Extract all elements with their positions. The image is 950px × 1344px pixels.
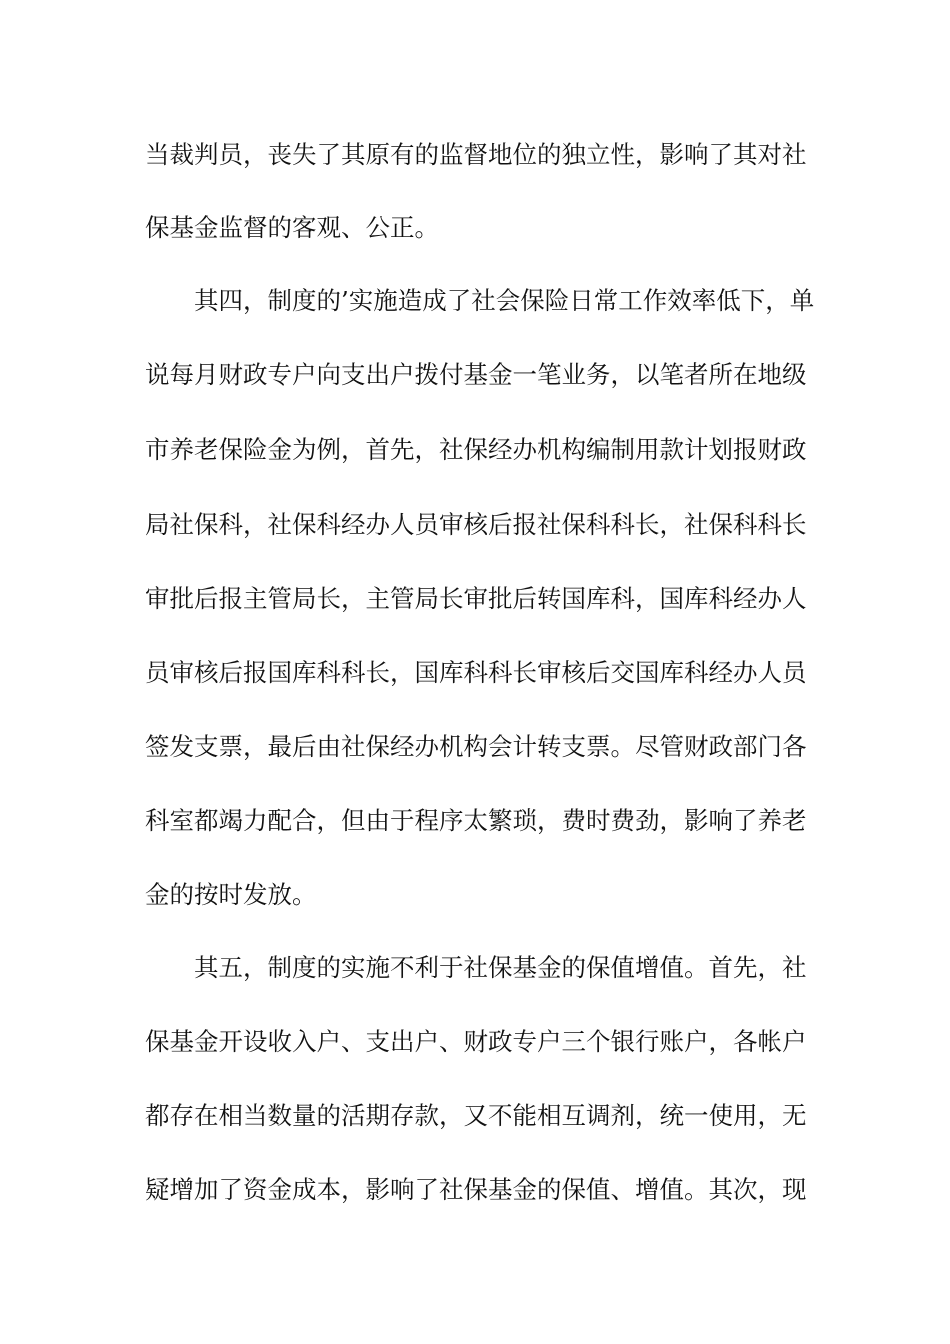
- text-line-2: 保基金监督的客观、公正。: [145, 213, 439, 242]
- text-line-8: 员审核后报国库科科长，国库科科长审核后交国库科经办人员: [145, 658, 807, 687]
- text-line-1: 当裁判员，丧失了其原有的监督地位的独立性，影响了其对社: [145, 140, 807, 169]
- text-line-7: 审批后报主管局长，主管局长审批后转国库科，国库科经办人: [145, 584, 807, 613]
- text-line-3: 其四，制度的’实施造成了社会保险日常工作效率低下，单: [194, 286, 815, 315]
- text-line-13: 保基金开设收入户、支出户、财政专户三个银行账户，各帐户: [145, 1027, 807, 1056]
- text-line-9: 签发支票，最后由社保经办机构会计转支票。尽管财政部门各: [145, 732, 807, 761]
- text-line-5: 市养老保险金为例，首先，社保经办机构编制用款计划报财政: [145, 435, 807, 464]
- text-line-14: 都存在相当数量的活期存款，又不能相互调剂，统一使用，无: [145, 1101, 807, 1130]
- text-line-15: 疑增加了资金成本，影响了社保基金的保值、增值。其次，现: [145, 1175, 807, 1204]
- text-line-10: 科室都竭力配合，但由于程序太繁琐，费时费劲，影响了养老: [145, 806, 807, 835]
- text-line-4: 说每月财政专户向支出户拨付基金一笔业务，以笔者所在地级: [145, 360, 807, 389]
- text-line-11: 金的按时发放。: [145, 880, 317, 909]
- text-line-12: 其五，制度的实施不利于社保基金的保值增值。首先，社: [194, 953, 807, 982]
- text-line-6: 局社保科，社保科经办人员审核后报社保科科长，社保科科长: [145, 510, 807, 539]
